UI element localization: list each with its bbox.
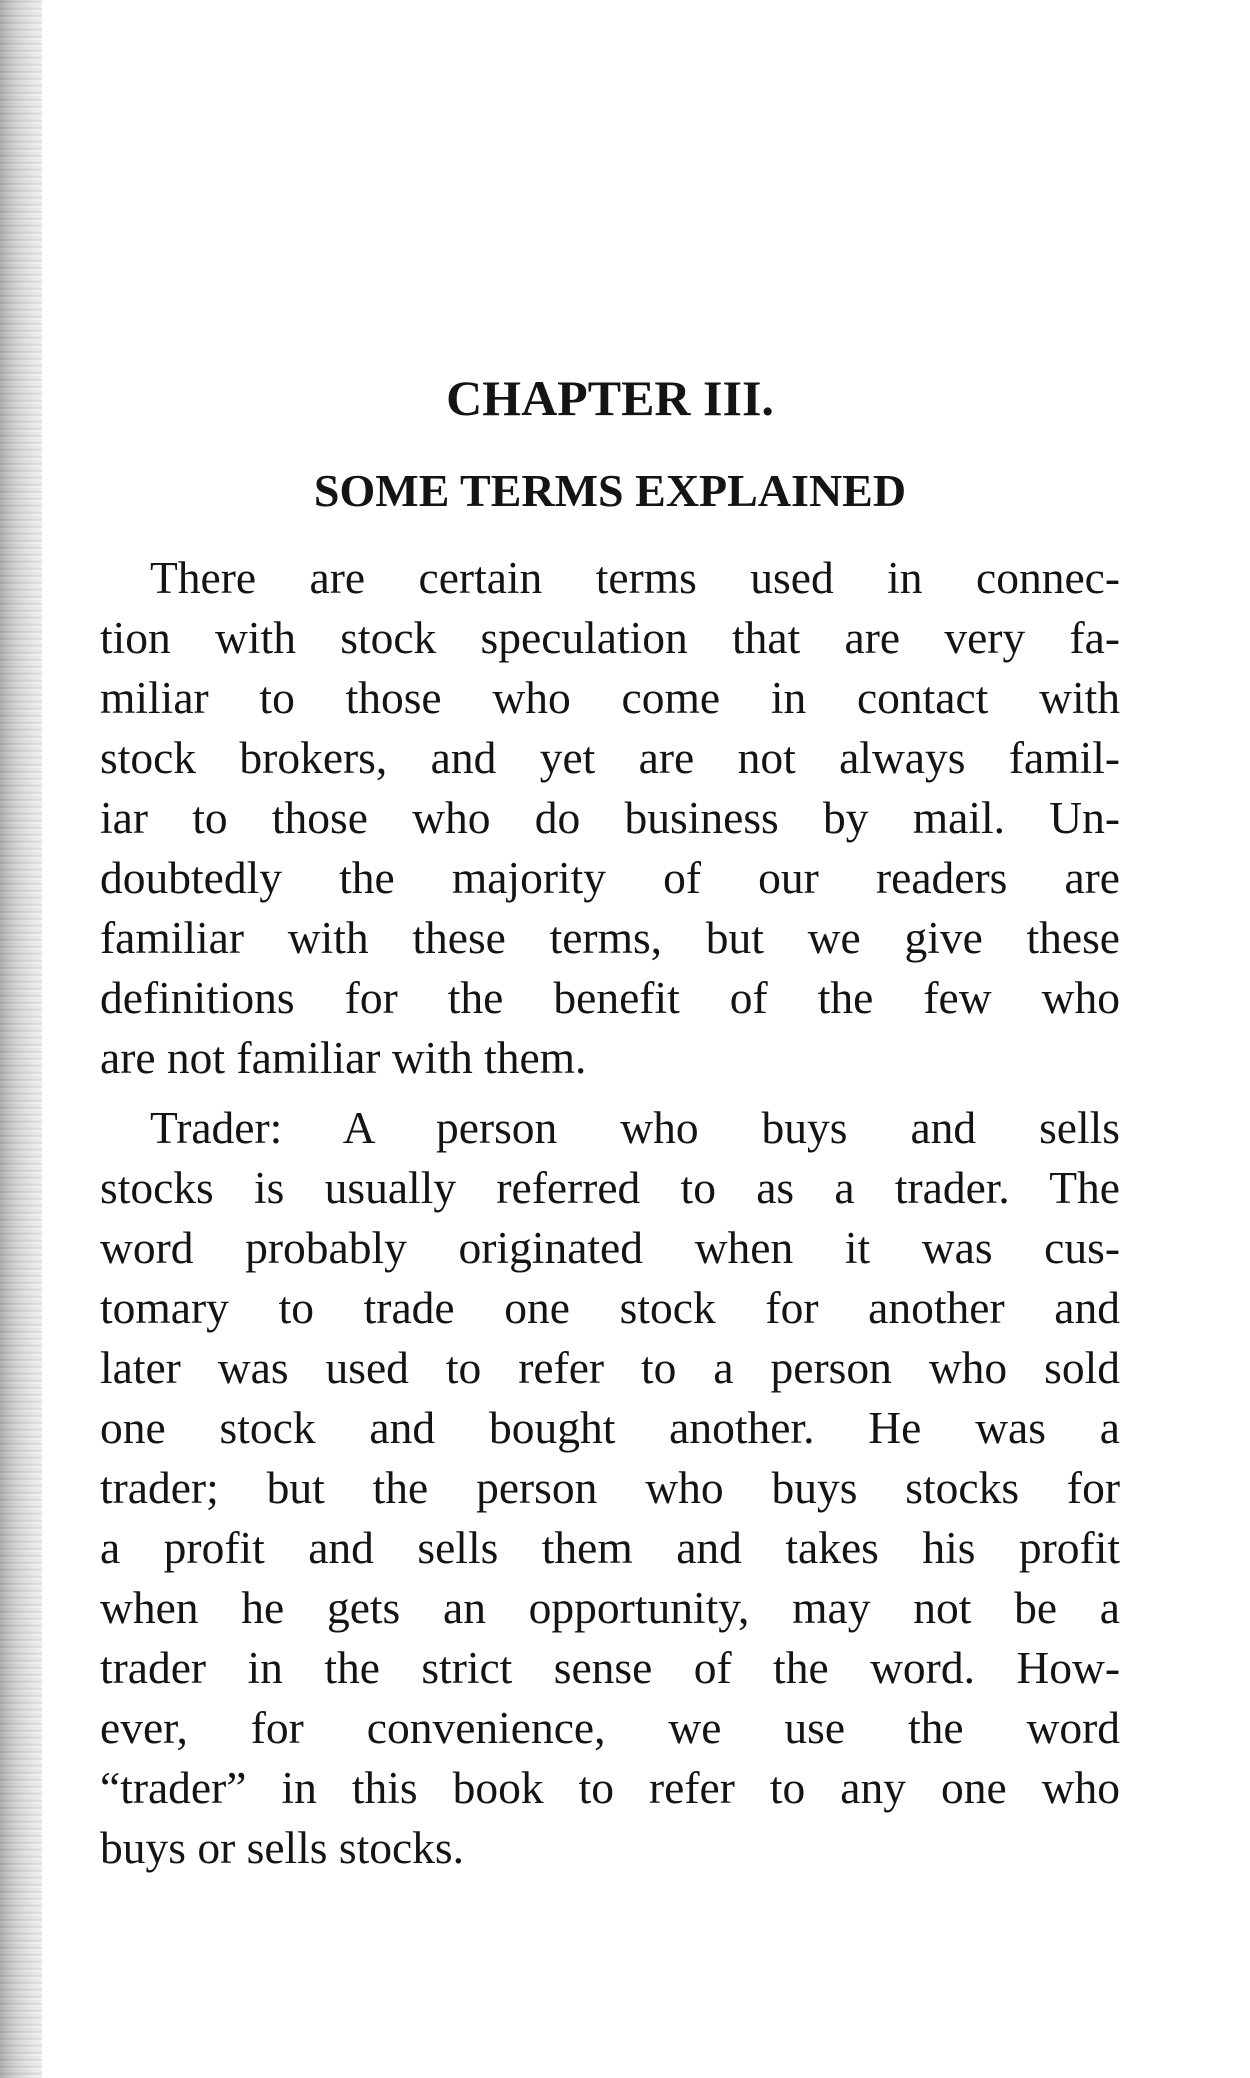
text-line: when he gets an opportunity, may not be a: [100, 1582, 1120, 1633]
text-line: trader in the strict sense of the word. How-: [100, 1642, 1120, 1693]
text-line: word probably originated when it was cus-: [100, 1222, 1120, 1273]
text-line: stock brokers, and yet are not always famil-: [100, 732, 1120, 783]
text-line: a profit and sells them and takes his profit: [100, 1522, 1120, 1573]
text-line: “trader” in this book to refer to any one who: [100, 1762, 1120, 1813]
text-line: buys or sells stocks.: [100, 1822, 464, 1873]
text-line: trader; but the person who buys stocks for: [100, 1462, 1120, 1513]
text-line: iar to those who do business by mail. Un-: [100, 792, 1120, 843]
chapter-title: CHAPTER III.: [446, 370, 774, 426]
text-line: miliar to those who come in contact with: [100, 672, 1120, 723]
text-line: tomary to trade one stock for another and: [100, 1282, 1120, 1333]
text-line: one stock and bought another. He was a: [100, 1402, 1120, 1453]
text-line: ever, for convenience, we use the word: [100, 1702, 1120, 1753]
text-line: familiar with these terms, but we give these: [100, 912, 1120, 963]
text-line: tion with stock speculation that are very fa-: [100, 612, 1120, 663]
text-line: There are certain terms used in connec-: [150, 552, 1120, 603]
text-line: doubtedly the majority of our readers are: [100, 852, 1120, 903]
chapter-subtitle: SOME TERMS EXPLAINED: [313, 465, 907, 516]
text-line: definitions for the benefit of the few who: [100, 972, 1120, 1023]
text-line: are not familiar with them.: [100, 1032, 587, 1083]
scan-edge-shadow: [0, 0, 42, 2078]
text-line: Trader: A person who buys and sells: [150, 1102, 1120, 1153]
text-line: later was used to refer to a person who sold: [100, 1342, 1120, 1393]
text-line: stocks is usually referred to as a trader. The: [100, 1162, 1120, 1213]
